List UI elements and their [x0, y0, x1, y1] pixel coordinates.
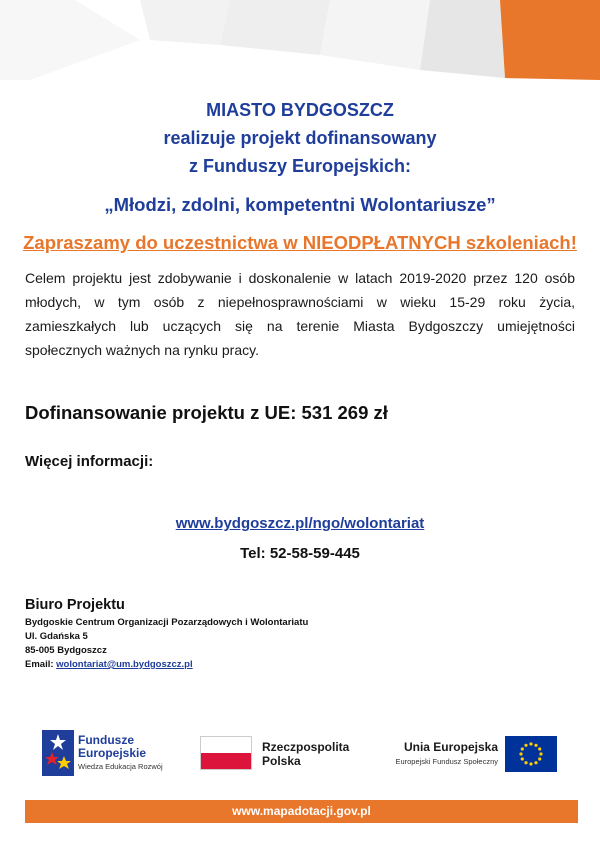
office-title: Biuro Projektu — [25, 597, 125, 613]
eu-name: Unia Europejska — [403, 740, 498, 754]
title-block — [0, 96, 600, 180]
project-description: Celem projektu jest zdobywanie i doskonalenie w latach 2019-2020 przez 120 osób młodych, w tym osób z niepełnosprawnościami w wieku 15-29 roku życia, zamieszkałych lub uczących się na terenie Miasta Bydgoszczy umiejętności społecznych ważnych na rynku pracy. — [25, 270, 575, 358]
project-name: „Młodzi, zdolni, kompetentni Wolontariusze” — [104, 194, 496, 215]
fundusze-europejskie-logo — [42, 730, 172, 780]
pl-name-line1: Rzeczpospolita — [262, 740, 350, 754]
email-link[interactable]: wolontariat@um.bydgoszcz.pl — [56, 659, 193, 670]
top-decoration — [0, 0, 600, 80]
unia-europejska-logo — [380, 736, 565, 776]
office-email-row — [25, 658, 308, 672]
fe-stars-icon — [42, 730, 74, 776]
phone-number: Tel: 52-58-59-445 — [240, 545, 360, 562]
footer-url[interactable]: www.mapadotacji.gov.pl — [232, 804, 371, 818]
funding-amount: Dofinansowanie projektu z UE: 531 269 zł — [25, 402, 388, 423]
fe-name-line1: Fundusze — [78, 733, 134, 747]
polish-flag-icon — [200, 736, 252, 770]
title-subline-2: z Funduszy Europejskich: — [188, 156, 412, 176]
footer-bar — [25, 800, 578, 823]
project-office — [25, 597, 308, 672]
rzeczpospolita-polska-logo — [200, 736, 360, 776]
logo-bar — [0, 728, 600, 788]
title-subline: realizuje projekt dofinansowany — [163, 128, 437, 148]
email-label: Email: — [25, 659, 54, 670]
invitation-headline: Zapraszamy do uczestnictwa w NIEODPŁATNYCH szkoleniach! — [23, 232, 577, 253]
eu-flag-icon — [505, 736, 557, 772]
office-city: 85-005 Bydgoszcz — [25, 645, 107, 656]
pl-name-line2: Polska — [262, 754, 301, 768]
more-info-label: Więcej informacji: — [25, 453, 154, 470]
eu-subtitle: Europejski Fundusz Społeczny — [395, 757, 498, 766]
office-street: Ul. Gdańska 5 — [25, 631, 88, 642]
title-city: MIASTO BYDGOSZCZ — [206, 100, 394, 120]
office-organization: Bydgoskie Centrum Organizacji Pozarządowych i Wolontariatu — [25, 617, 309, 628]
fe-subtitle: Wiedza Edukacja Rozwój — [78, 762, 163, 771]
website-link[interactable]: www.bydgoszcz.pl/ngo/wolontariat — [175, 515, 425, 532]
fe-name-line2: Europejskie — [78, 746, 147, 760]
